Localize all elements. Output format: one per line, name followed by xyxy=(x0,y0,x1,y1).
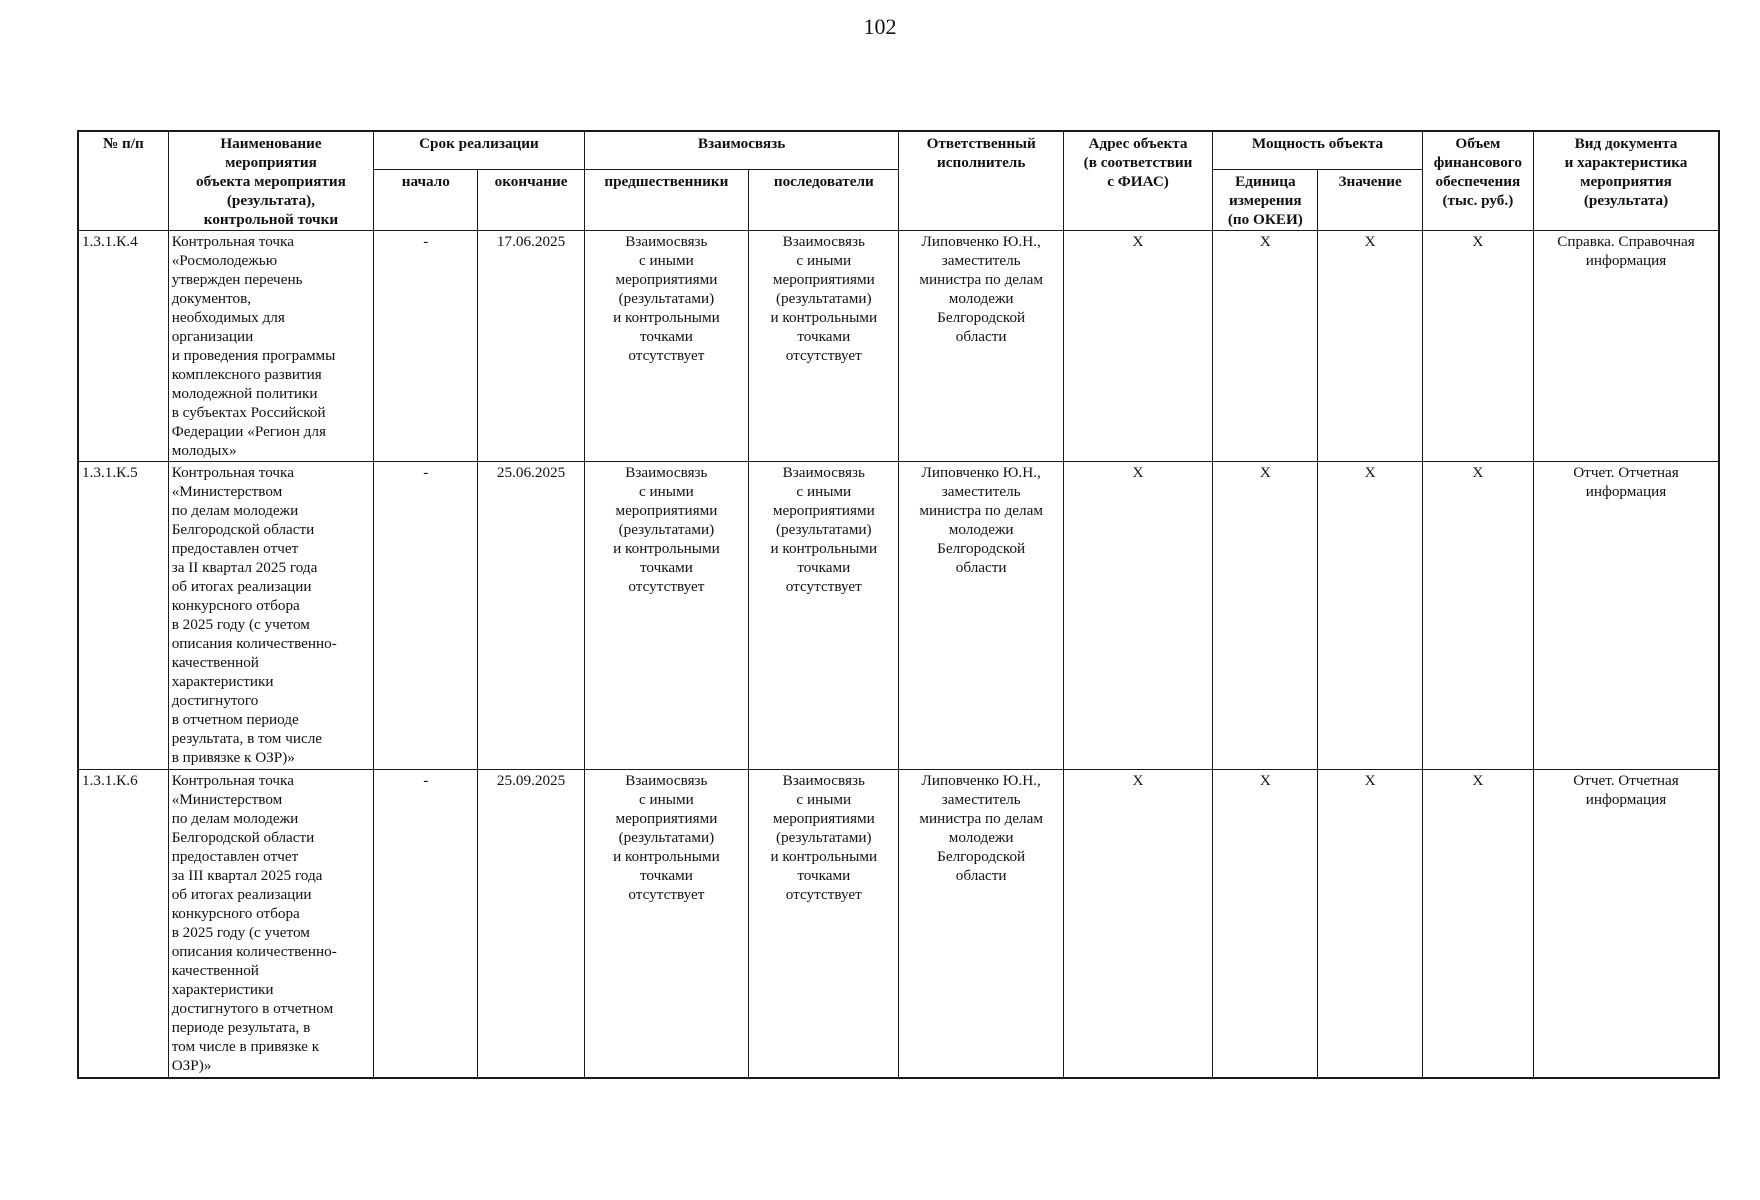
header-predecessors: предшественники xyxy=(584,169,748,230)
header-doc-type: Вид документа и характеристика мероприятия (результата) xyxy=(1534,131,1720,231)
header-name: Наименование мероприятия объекта мероприятия (результата), контрольной точки xyxy=(168,131,373,231)
header-term-start: начало xyxy=(374,169,478,230)
row-predecessors: Взаимосвязь с иными мероприятиями (результатами) и контрольными точками отсутствует xyxy=(584,462,748,770)
row-unit: X xyxy=(1213,770,1318,1078)
header-term: Срок реализации xyxy=(374,131,585,169)
row-address: X xyxy=(1063,231,1212,462)
row-start: - xyxy=(374,462,478,770)
row-start: - xyxy=(374,231,478,462)
row-responsible: Липовченко Ю.Н., заместитель министра по делам молодежи Белгородской области xyxy=(899,231,1063,462)
row-responsible: Липовченко Ю.Н., заместитель министра по делам молодежи Белгородской области xyxy=(899,462,1063,770)
header-capacity: Мощность объекта xyxy=(1213,131,1423,169)
row-doc-type: Справка. Справочная информация xyxy=(1534,231,1720,462)
row-responsible: Липовченко Ю.Н., заместитель министра по делам молодежи Белгородской области xyxy=(899,770,1063,1078)
header-responsible: Ответственный исполнитель xyxy=(899,131,1063,231)
row-end: 25.09.2025 xyxy=(478,770,584,1078)
table-row xyxy=(78,462,1719,770)
page-number: 102 xyxy=(863,14,897,39)
row-finance: X xyxy=(1422,462,1533,770)
row-name: Контрольная точка «Министерством по делам молодежи Белгородской области предоставлен отчет за II квартал 2025 года об итогах реализации конкурсного отбора в 2025 году (с учетом описания количественно- качественной характеристики достигнутого в отчетном периоде результата, в том числе в привязке к ОЗР)» xyxy=(168,462,373,770)
table-row xyxy=(78,231,1719,462)
row-value: X xyxy=(1318,462,1422,770)
row-value: X xyxy=(1318,770,1422,1078)
header-term-end: окончание xyxy=(478,169,584,230)
row-value: X xyxy=(1318,231,1422,462)
header-unit: Единица измерения (по ОКЕИ) xyxy=(1213,169,1318,230)
row-doc-type: Отчет. Отчетная информация xyxy=(1534,462,1720,770)
row-successors: Взаимосвязь с иными мероприятиями (результатами) и контрольными точками отсутствует xyxy=(749,770,899,1078)
row-num: 1.3.1.К.6 xyxy=(78,770,168,1078)
header-value: Значение xyxy=(1318,169,1422,230)
row-unit: X xyxy=(1213,231,1318,462)
row-name: Контрольная точка «Росмолодежью утвержден перечень документов, необходимых для организации и проведения программы комплексного развития молодежной политики в субъектах Российской Федерации «Регион для молодых» xyxy=(168,231,373,462)
row-finance: X xyxy=(1422,770,1533,1078)
row-start: - xyxy=(374,770,478,1078)
header-successors: последователи xyxy=(749,169,899,230)
header-address: Адрес объекта (в соответствии с ФИАС) xyxy=(1063,131,1212,231)
row-unit: X xyxy=(1213,462,1318,770)
row-predecessors: Взаимосвязь с иными мероприятиями (результатами) и контрольными точками отсутствует xyxy=(584,231,748,462)
row-num: 1.3.1.К.5 xyxy=(78,462,168,770)
header-num: № п/п xyxy=(78,131,168,231)
row-predecessors: Взаимосвязь с иными мероприятиями (результатами) и контрольными точками отсутствует xyxy=(584,770,748,1078)
row-end: 17.06.2025 xyxy=(478,231,584,462)
row-address: X xyxy=(1063,462,1212,770)
row-num: 1.3.1.К.4 xyxy=(78,231,168,462)
header-relation: Взаимосвязь xyxy=(584,131,899,169)
row-successors: Взаимосвязь с иными мероприятиями (результатами) и контрольными точками отсутствует xyxy=(749,231,899,462)
control-points-table xyxy=(77,130,1720,1079)
row-doc-type: Отчет. Отчетная информация xyxy=(1534,770,1720,1078)
header-finance: Объем финансового обеспечения (тыс. руб.) xyxy=(1422,131,1533,231)
row-address: X xyxy=(1063,770,1212,1078)
row-name: Контрольная точка «Министерством по делам молодежи Белгородской области предоставлен отчет за III квартал 2025 года об итогах реализации конкурсного отбора в 2025 году (с учетом описания количественно- качественной характеристики достигнутого в отчетном периоде результата, в том числе в привязке к ОЗР)» xyxy=(168,770,373,1078)
table-row xyxy=(78,770,1719,1078)
row-successors: Взаимосвязь с иными мероприятиями (результатами) и контрольными точками отсутствует xyxy=(749,462,899,770)
row-finance: X xyxy=(1422,231,1533,462)
row-end: 25.06.2025 xyxy=(478,462,584,770)
